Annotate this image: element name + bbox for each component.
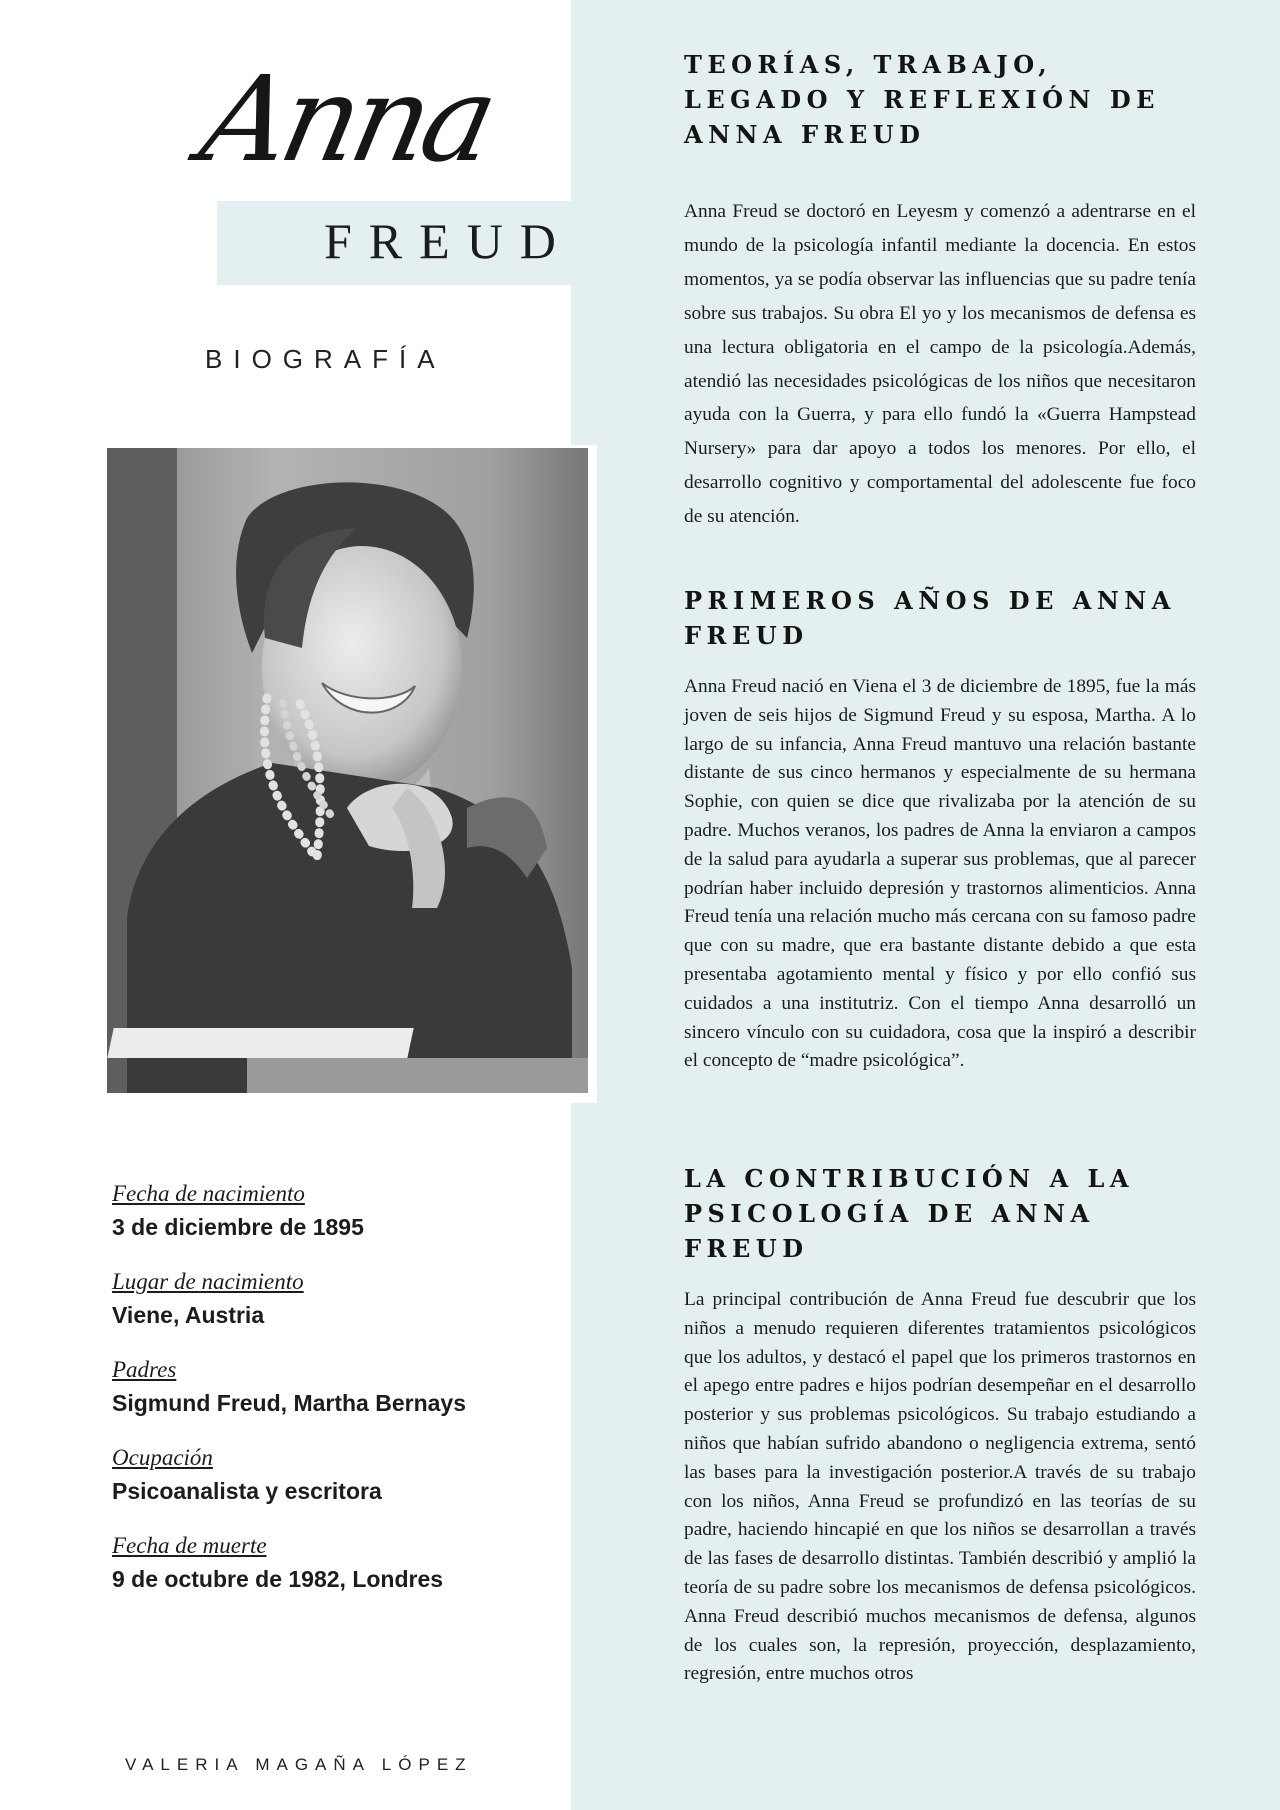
- fact-value: Viene, Austria: [112, 1302, 265, 1328]
- fact-death-date: [112, 1530, 552, 1596]
- fact-value: 3 de diciembre de 1895: [112, 1214, 364, 1240]
- section-early-years: [684, 583, 1196, 1076]
- fact-occupation: [112, 1442, 552, 1508]
- fact-label: Ocupación: [112, 1445, 213, 1470]
- section-title: TEORÍAS, TRABAJO, LEGADO Y REFLEXIÓN DE ANNA FREUD: [684, 50, 1160, 149]
- facts-list: [112, 1178, 552, 1618]
- section-body: La principal contribución de Anna Freud fue descubrir que los niños a menudo requieren diferentes tratamientos psicológicos que los adultos, y destacó el papel que los primeros trastornos en el apego entre padres e hijos podrían desempeñar en el desarrollo posterior y sus problemas psicológicos. Su trabajo estudiando a niños que habían sufrido abandono o negligencia extrema, sentó las bases para la investigación posterior.A través de su trabajo con los niños, Anna Freud se profundizó en las teorías de su padre, haciendo hincapié en que los niños se desarrollan a través de las fases de desarrollo distintas. También describió y amplió la teoría de su padre sobre los mecanismos de defensa psicológicos. Anna Freud describió muchos mecanismos de defensa, algunos de los cuales son, la represión, proyección, desplazamiento, regresión, entre muchos otros: [684, 1289, 1196, 1685]
- surname-title: FREUD: [324, 213, 573, 269]
- section-body: Anna Freud se doctoró en Leyesm y comenzó a adentrarse en el mundo de la psicología infantil mediante la docencia. En estos momentos, ya se podía observar las influencias que su padre tenía sobre sus trabajos. Su obra El yo y los mecanismos de defensa es una lectura obligatoria en el campo de la psicología.Además, atendió las necesidades psicológicas de los niños que necesitaron ayuda con la Guerra, y para ello fundó la «Guerra Hampstead Nursery» para dar apoyo a todos los menores. Por ello, el desarrollo cognitivo y comportamental del adolescente fue foco de su atención.: [684, 201, 1196, 528]
- fact-birth-place: [112, 1266, 552, 1332]
- portrait-photo: [107, 448, 588, 1093]
- fact-value: Psicoanalista y escritora: [112, 1478, 382, 1504]
- section-title: LA CONTRIBUCIÓN A LA PSICOLOGÍA DE ANNA FREUD: [684, 1164, 1135, 1263]
- section-title: PRIMEROS AÑOS DE ANNA FREUD: [684, 586, 1176, 650]
- fact-parents: [112, 1354, 552, 1420]
- fact-label: Fecha de nacimiento: [112, 1181, 305, 1206]
- section-theories: [684, 47, 1196, 534]
- fact-label: Fecha de muerte: [112, 1533, 267, 1558]
- first-name-script: Anna: [190, 50, 504, 188]
- author-name: VALERIA MAGAÑA LÓPEZ: [125, 1755, 473, 1774]
- fact-value: Sigmund Freud, Martha Bernays: [112, 1390, 467, 1416]
- biography-label: BIOGRAFÍA: [205, 344, 446, 374]
- fact-label: Lugar de nacimiento: [112, 1269, 304, 1294]
- fact-label: Padres: [112, 1357, 177, 1382]
- section-body: Anna Freud nació en Viena el 3 de diciembre de 1895, fue la más joven de seis hijos de Sigmund Freud y su esposa, Martha. A lo largo de su infancia, Anna Freud mantuvo una relación bastante distante de sus cinco hermanos y especialmente de su hermana Sophie, con quien se dice que rivalizaba por la atención de su padre. Muchos veranos, los padres de Anna la enviaron a campos de la salud para ayudarla a superar sus problemas, que al parecer podrían haber incluido depresión y trastornos alimenticios. Anna Freud tenía una relación mucho más cercana con su famoso padre que con su madre, que era bastante distante debido a que esta presentaba agotamiento mental y físico y por ello confió sus cuidados a una institutriz. Con el tiempo Anna desarrolló un sincero vínculo con su cuidadora, cosa que la inspiró a describir el concepto de “madre psicológica”.: [684, 676, 1196, 1072]
- section-contribution: [684, 1161, 1196, 1689]
- fact-birth-date: [112, 1178, 552, 1244]
- fact-value: 9 de octubre de 1982, Londres: [112, 1566, 444, 1592]
